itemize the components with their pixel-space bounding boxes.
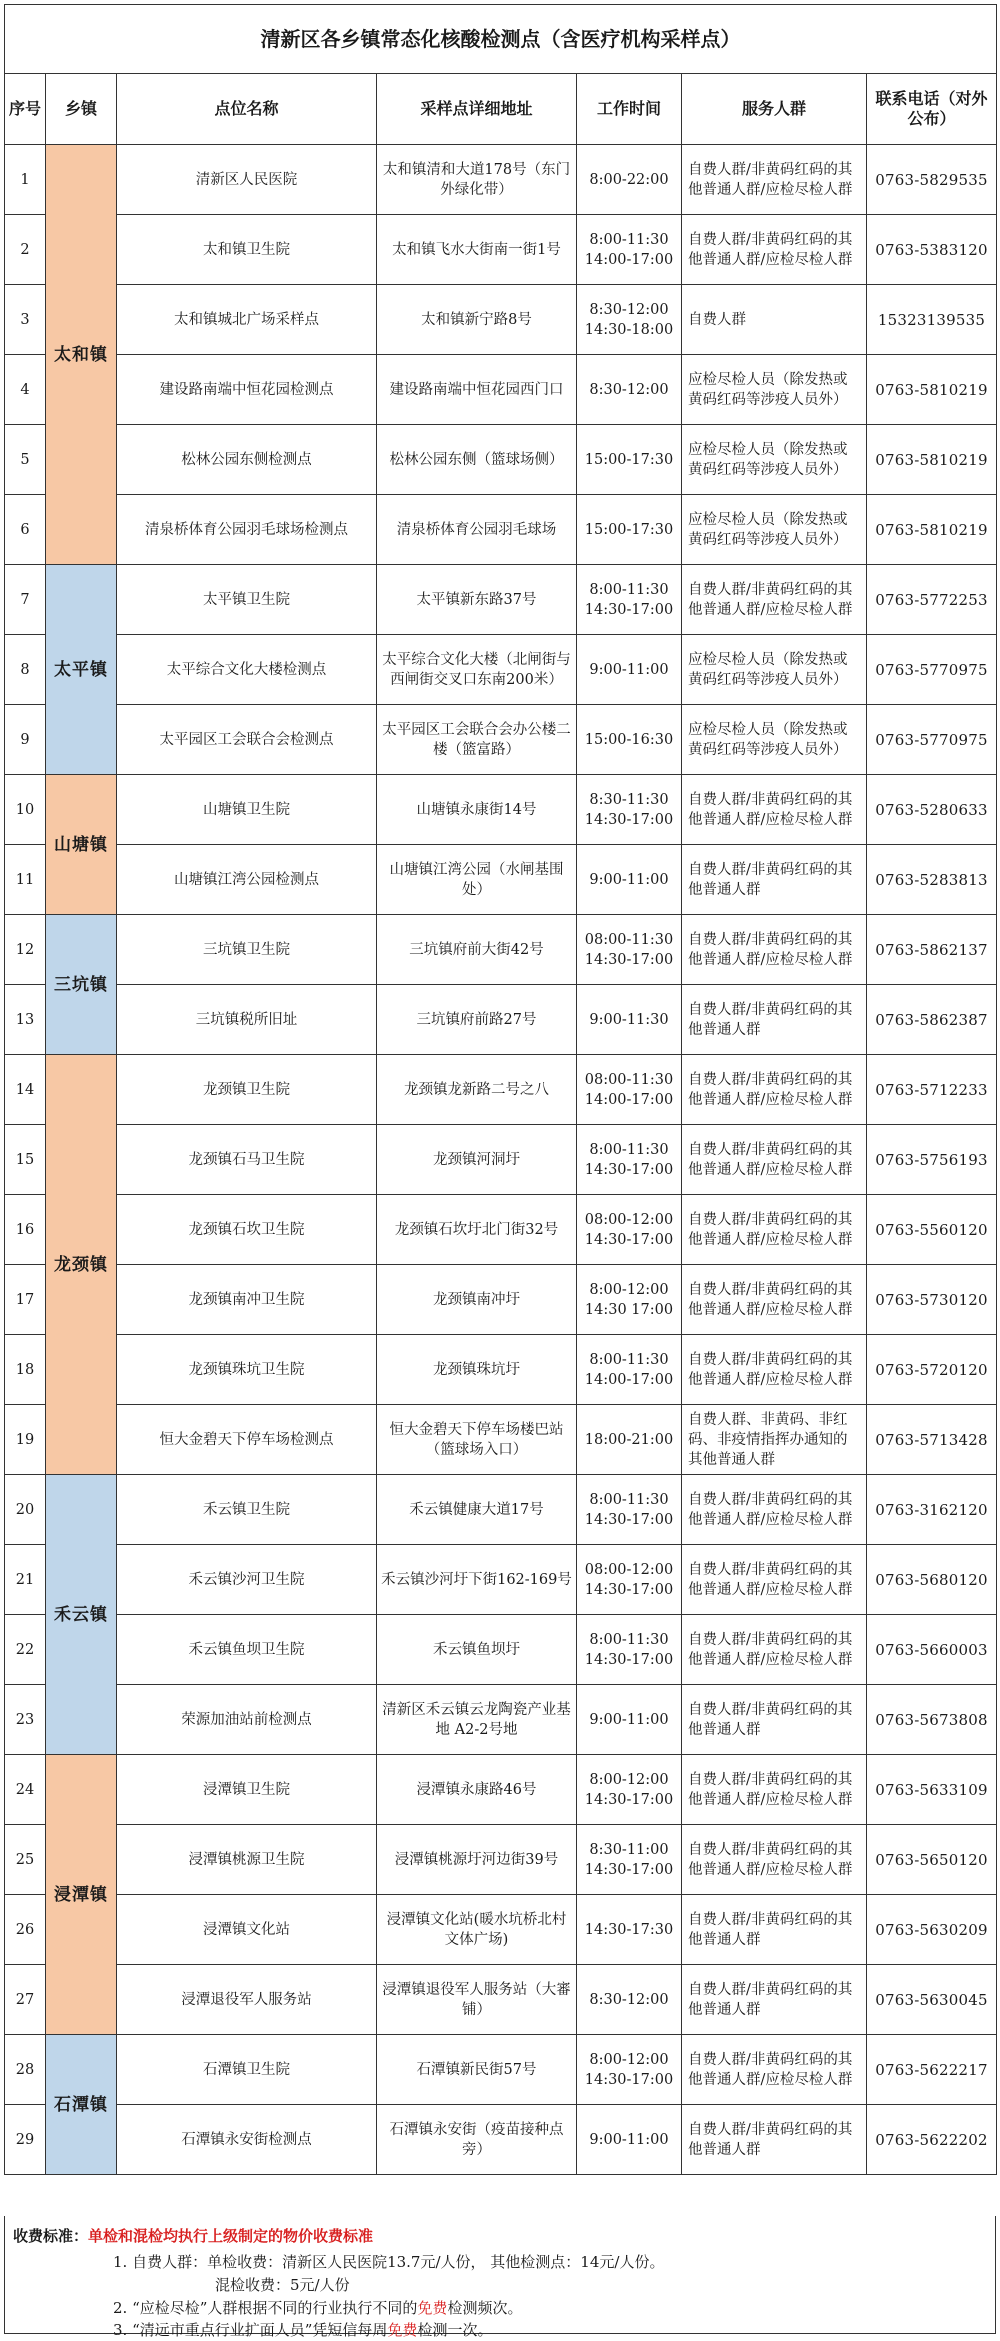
row-number: 2 <box>5 215 46 285</box>
site-name: 松林公园东侧检测点 <box>117 425 377 495</box>
site-crowd: 自费人群/非黄码红码的其他普通人群/应检尽检人群 <box>682 215 867 285</box>
row-number: 24 <box>5 1755 46 1825</box>
header-name: 点位名称 <box>117 74 377 145</box>
site-address: 浸潭镇桃源圩河边街39号 <box>377 1825 577 1895</box>
site-phone: 0763-5713428 <box>867 1405 997 1475</box>
row-number: 29 <box>5 2105 46 2175</box>
site-phone: 0763-5862387 <box>867 985 997 1055</box>
site-phone: 0763-5383120 <box>867 215 997 285</box>
site-phone: 0763-5630209 <box>867 1895 997 1965</box>
header-hours: 工作时间 <box>577 74 682 145</box>
site-name: 太平园区工会联合会检测点 <box>117 705 377 775</box>
site-phone: 0763-5720120 <box>867 1335 997 1405</box>
site-crowd: 自费人群/非黄码红码的其他普通人群/应检尽检人群 <box>682 915 867 985</box>
table-row <box>5 845 997 915</box>
site-address: 龙颈镇石坎圩北门街32号 <box>377 1195 577 1265</box>
site-hours: 8:00-12:00 14:30 17:00 <box>577 1265 682 1335</box>
fee-note-3-b: 检测一次。 <box>417 2321 493 2339</box>
site-name: 建设路南端中恒花园检测点 <box>117 355 377 425</box>
row-number: 7 <box>5 565 46 635</box>
site-hours: 8:30-11:30 14:30-17:00 <box>577 775 682 845</box>
site-phone: 0763-5633109 <box>867 1755 997 1825</box>
site-address: 龙颈镇龙新路二号之八 <box>377 1055 577 1125</box>
table-row <box>5 355 997 425</box>
row-number: 9 <box>5 705 46 775</box>
site-phone: 0763-5862137 <box>867 915 997 985</box>
site-phone: 0763-5680120 <box>867 1545 997 1615</box>
site-crowd: 自费人群/非黄码红码的其他普通人群 <box>682 845 867 915</box>
site-address: 太和镇新宁路8号 <box>377 285 577 355</box>
town-cell: 太平镇 <box>46 565 117 775</box>
site-phone: 0763-5770975 <box>867 705 997 775</box>
site-address: 三坑镇府前路27号 <box>377 985 577 1055</box>
site-name: 浸潭镇桃源卫生院 <box>117 1825 377 1895</box>
site-crowd: 自费人群、非黄码、非红码、非疫情指挥办通知的其他普通人群 <box>682 1405 867 1475</box>
site-name: 三坑镇税所旧址 <box>117 985 377 1055</box>
table-row <box>5 705 997 775</box>
site-name: 清新区人民医院 <box>117 145 377 215</box>
row-number: 4 <box>5 355 46 425</box>
table-row <box>5 1895 997 1965</box>
table-row <box>5 775 997 845</box>
row-number: 18 <box>5 1335 46 1405</box>
site-name: 禾云镇鱼坝卫生院 <box>117 1615 377 1685</box>
row-number: 11 <box>5 845 46 915</box>
table-row <box>5 495 997 565</box>
fee-note-2 <box>113 2298 522 2319</box>
site-hours: 18:00-21:00 <box>577 1405 682 1475</box>
fee-note-1b: 混检收费：5元/人份 <box>215 2276 350 2294</box>
site-crowd: 自费人群/非黄码红码的其他普通人群 <box>682 1895 867 1965</box>
row-number: 28 <box>5 2035 46 2105</box>
site-name: 石潭镇卫生院 <box>117 2035 377 2105</box>
site-crowd: 自费人群/非黄码红码的其他普通人群/应检尽检人群 <box>682 1475 867 1545</box>
table-row <box>5 1615 997 1685</box>
site-phone: 0763-5810219 <box>867 425 997 495</box>
site-address: 太平园区工会联合会办公楼二楼（篮富路） <box>377 705 577 775</box>
site-crowd: 自费人群/非黄码红码的其他普通人群/应检尽检人群 <box>682 1755 867 1825</box>
town-cell: 浸潭镇 <box>46 1755 117 2035</box>
site-crowd: 自费人群/非黄码红码的其他普通人群/应检尽检人群 <box>682 1195 867 1265</box>
header-town: 乡镇 <box>46 74 117 145</box>
table-row <box>5 425 997 495</box>
table-row <box>5 1965 997 2035</box>
table-row <box>5 915 997 985</box>
site-address: 松林公园东侧（篮球场侧） <box>377 425 577 495</box>
fee-headline: 单检和混检均执行上级制定的物价收费标准 <box>88 2227 374 2245</box>
site-address: 浸潭镇文化站(暖水坑桥北村文体广场) <box>377 1895 577 1965</box>
site-crowd: 自费人群/非黄码红码的其他普通人群/应检尽检人群 <box>682 1615 867 1685</box>
fee-note-3-a: 3. “清远市重点行业扩面人员”凭短信每周 <box>113 2321 388 2339</box>
header-no: 序号 <box>5 74 46 145</box>
fee-note-1: 1. 自费人群：单检收费：清新区人民医院13.7元/人份， 其他检测点：14元/人份。 <box>113 2253 665 2271</box>
row-number: 13 <box>5 985 46 1055</box>
site-name: 太平综合文化大楼检测点 <box>117 635 377 705</box>
site-hours: 8:30-12:00 <box>577 355 682 425</box>
site-hours: 15:00-17:30 <box>577 495 682 565</box>
row-number: 20 <box>5 1475 46 1545</box>
site-name: 山塘镇卫生院 <box>117 775 377 845</box>
site-phone: 0763-5772253 <box>867 565 997 635</box>
site-phone: 0763-5810219 <box>867 355 997 425</box>
row-number: 3 <box>5 285 46 355</box>
site-hours: 9:00-11:30 <box>577 985 682 1055</box>
table-row <box>5 985 997 1055</box>
site-address: 禾云镇鱼坝圩 <box>377 1615 577 1685</box>
site-phone: 0763-5829535 <box>867 145 997 215</box>
site-phone: 0763-5622217 <box>867 2035 997 2105</box>
site-name: 太平镇卫生院 <box>117 565 377 635</box>
site-hours: 08:00-12:00 14:30-17:00 <box>577 1195 682 1265</box>
row-number: 23 <box>5 1685 46 1755</box>
town-cell: 三坑镇 <box>46 915 117 1055</box>
site-hours: 8:30-11:00 14:30-17:00 <box>577 1825 682 1895</box>
row-number: 15 <box>5 1125 46 1195</box>
site-crowd: 应检尽检人员（除发热或黄码红码等涉疫人员外） <box>682 425 867 495</box>
site-crowd: 自费人群/非黄码红码的其他普通人群/应检尽检人群 <box>682 1125 867 1195</box>
site-hours: 8:00-11:30 14:30-17:00 <box>577 565 682 635</box>
site-hours: 08:00-12:00 14:30-17:00 <box>577 1545 682 1615</box>
site-address: 山塘镇永康街14号 <box>377 775 577 845</box>
table-row <box>5 1055 997 1125</box>
table-row <box>5 2035 997 2105</box>
site-phone: 15323139535 <box>867 285 997 355</box>
site-name: 浸潭镇文化站 <box>117 1895 377 1965</box>
site-address: 石潭镇永安街（疫苗接种点旁） <box>377 2105 577 2175</box>
site-name: 浸潭镇卫生院 <box>117 1755 377 1825</box>
site-crowd: 自费人群/非黄码红码的其他普通人群/应检尽检人群 <box>682 2035 867 2105</box>
row-number: 10 <box>5 775 46 845</box>
fee-note-2-b: 检测频次。 <box>447 2299 523 2317</box>
site-name: 龙颈镇石坎卫生院 <box>117 1195 377 1265</box>
table-row <box>5 565 997 635</box>
site-crowd: 自费人群/非黄码红码的其他普通人群/应检尽检人群 <box>682 775 867 845</box>
header-phone: 联系电话（对外公布） <box>867 74 997 145</box>
row-number: 8 <box>5 635 46 705</box>
site-name: 禾云镇卫生院 <box>117 1475 377 1545</box>
row-number: 25 <box>5 1825 46 1895</box>
site-address: 龙颈镇河洞圩 <box>377 1125 577 1195</box>
site-address: 禾云镇健康大道17号 <box>377 1475 577 1545</box>
fee-notes <box>4 2216 996 2339</box>
site-crowd: 自费人群/非黄码红码的其他普通人群/应检尽检人群 <box>682 1265 867 1335</box>
site-hours: 8:30-12:00 14:30-18:00 <box>577 285 682 355</box>
site-hours: 8:00-11:30 14:30-17:00 <box>577 1615 682 1685</box>
site-hours: 8:00-11:30 14:00-17:00 <box>577 1335 682 1405</box>
site-phone: 0763-5560120 <box>867 1195 997 1265</box>
site-name: 恒大金碧天下停车场检测点 <box>117 1405 377 1475</box>
row-number: 14 <box>5 1055 46 1125</box>
site-name: 太和镇卫生院 <box>117 215 377 285</box>
fee-note-2-a: 2. “应检尽检”人群根据不同的行业执行不同的 <box>113 2299 418 2317</box>
site-address: 三坑镇府前大街42号 <box>377 915 577 985</box>
site-hours: 15:00-17:30 <box>577 425 682 495</box>
table-row <box>5 1545 997 1615</box>
table-row <box>5 2105 997 2175</box>
site-phone: 0763-3162120 <box>867 1475 997 1545</box>
site-crowd: 自费人群/非黄码红码的其他普通人群 <box>682 1965 867 2035</box>
site-crowd: 自费人群/非黄码红码的其他普通人群/应检尽检人群 <box>682 1055 867 1125</box>
site-hours: 9:00-11:00 <box>577 2105 682 2175</box>
fee-note-3-free: 免费 <box>387 2321 418 2339</box>
row-number: 16 <box>5 1195 46 1265</box>
site-crowd: 应检尽检人员（除发热或黄码红码等涉疫人员外） <box>682 495 867 565</box>
site-crowd: 应检尽检人员（除发热或黄码红码等涉疫人员外） <box>682 355 867 425</box>
site-address: 龙颈镇珠坑圩 <box>377 1335 577 1405</box>
site-address: 恒大金碧天下停车场楼巴站（篮球场入口） <box>377 1405 577 1475</box>
site-phone: 0763-5712233 <box>867 1055 997 1125</box>
site-phone: 0763-5770975 <box>867 635 997 705</box>
row-number: 27 <box>5 1965 46 2035</box>
site-name: 禾云镇沙河卫生院 <box>117 1545 377 1615</box>
site-crowd: 自费人群/非黄码红码的其他普通人群/应检尽检人群 <box>682 145 867 215</box>
site-phone: 0763-5630045 <box>867 1965 997 2035</box>
site-address: 禾云镇沙河圩下街162-169号 <box>377 1545 577 1615</box>
site-address: 太平综合文化大楼（北闸街与西闸街交叉口东南200米） <box>377 635 577 705</box>
site-crowd: 应检尽检人员（除发热或黄码红码等涉疫人员外） <box>682 635 867 705</box>
site-address: 龙颈镇南冲圩 <box>377 1265 577 1335</box>
site-phone: 0763-5622202 <box>867 2105 997 2175</box>
site-hours: 15:00-16:30 <box>577 705 682 775</box>
site-address: 清泉桥体育公园羽毛球场 <box>377 495 577 565</box>
table-row <box>5 1265 997 1335</box>
site-address: 太平镇新东路37号 <box>377 565 577 635</box>
table-row <box>5 1405 997 1475</box>
fee-heading <box>13 2226 373 2247</box>
table-row <box>5 145 997 215</box>
site-hours: 8:00-22:00 <box>577 145 682 215</box>
site-phone: 0763-5673808 <box>867 1685 997 1755</box>
site-hours: 8:00-11:30 14:00-17:00 <box>577 215 682 285</box>
site-address: 浸潭镇退役军人服务站（大審铺） <box>377 1965 577 2035</box>
table-row <box>5 1475 997 1545</box>
town-cell: 山塘镇 <box>46 775 117 915</box>
row-number: 19 <box>5 1405 46 1475</box>
town-cell: 龙颈镇 <box>46 1055 117 1475</box>
testing-sites-table <box>4 4 997 2175</box>
site-crowd: 自费人群/非黄码红码的其他普通人群/应检尽检人群 <box>682 1335 867 1405</box>
table-row <box>5 1195 997 1265</box>
fee-label: 收费标准： <box>13 2227 89 2245</box>
site-address: 清新区禾云镇云龙陶瓷产业基地 A2-2号地 <box>377 1685 577 1755</box>
site-crowd: 自费人群/非黄码红码的其他普通人群 <box>682 2105 867 2175</box>
row-number: 12 <box>5 915 46 985</box>
site-hours: 8:00-11:30 14:30-17:00 <box>577 1125 682 1195</box>
row-number: 1 <box>5 145 46 215</box>
site-address: 建设路南端中恒花园西门口 <box>377 355 577 425</box>
site-name: 清泉桥体育公园羽毛球场检测点 <box>117 495 377 565</box>
site-phone: 0763-5280633 <box>867 775 997 845</box>
town-cell: 太和镇 <box>46 145 117 565</box>
table-row <box>5 1685 997 1755</box>
site-name: 三坑镇卫生院 <box>117 915 377 985</box>
site-crowd: 应检尽检人员（除发热或黄码红码等涉疫人员外） <box>682 705 867 775</box>
site-crowd: 自费人群 <box>682 285 867 355</box>
row-number: 21 <box>5 1545 46 1615</box>
site-name: 浸潭退役军人服务站 <box>117 1965 377 2035</box>
site-name: 山塘镇江湾公园检测点 <box>117 845 377 915</box>
row-number: 6 <box>5 495 46 565</box>
table-row <box>5 1335 997 1405</box>
site-crowd: 自费人群/非黄码红码的其他普通人群 <box>682 985 867 1055</box>
header-crowd: 服务人群 <box>682 74 867 145</box>
site-phone: 0763-5650120 <box>867 1825 997 1895</box>
site-phone: 0763-5810219 <box>867 495 997 565</box>
site-hours: 8:30-12:00 <box>577 1965 682 2035</box>
site-crowd: 自费人群/非黄码红码的其他普通人群/应检尽检人群 <box>682 1545 867 1615</box>
table-row <box>5 285 997 355</box>
site-name: 龙颈镇南冲卫生院 <box>117 1265 377 1335</box>
table-row <box>5 1125 997 1195</box>
site-phone: 0763-5730120 <box>867 1265 997 1335</box>
site-hours: 8:00-12:00 14:30-17:00 <box>577 1755 682 1825</box>
table-row <box>5 215 997 285</box>
site-name: 龙颈镇珠坑卫生院 <box>117 1335 377 1405</box>
site-hours: 9:00-11:00 <box>577 845 682 915</box>
site-hours: 14:30-17:30 <box>577 1895 682 1965</box>
site-crowd: 自费人群/非黄码红码的其他普通人群/应检尽检人群 <box>682 565 867 635</box>
site-name: 太和镇城北广场采样点 <box>117 285 377 355</box>
site-name: 龙颈镇卫生院 <box>117 1055 377 1125</box>
site-address: 浸潭镇永康路46号 <box>377 1755 577 1825</box>
table-row <box>5 635 997 705</box>
site-name: 荣源加油站前检测点 <box>117 1685 377 1755</box>
header-row <box>5 74 997 145</box>
site-name: 石潭镇永安街检测点 <box>117 2105 377 2175</box>
site-hours: 08:00-11:30 14:30-17:00 <box>577 915 682 985</box>
town-cell: 禾云镇 <box>46 1475 117 1755</box>
site-address: 太和镇清和大道178号（东门外绿化带） <box>377 145 577 215</box>
row-number: 17 <box>5 1265 46 1335</box>
site-crowd: 自费人群/非黄码红码的其他普通人群/应检尽检人群 <box>682 1825 867 1895</box>
site-crowd: 自费人群/非黄码红码的其他普通人群 <box>682 1685 867 1755</box>
table-row <box>5 1755 997 1825</box>
site-hours: 9:00-11:00 <box>577 635 682 705</box>
header-address: 采样点详细地址 <box>377 74 577 145</box>
site-hours: 08:00-11:30 14:00-17:00 <box>577 1055 682 1125</box>
site-address: 山塘镇江湾公园（水闸基围处） <box>377 845 577 915</box>
site-address: 太和镇飞水大街南一街1号 <box>377 215 577 285</box>
town-cell: 石潭镇 <box>46 2035 117 2175</box>
site-phone: 0763-5756193 <box>867 1125 997 1195</box>
site-name: 龙颈镇石马卫生院 <box>117 1125 377 1195</box>
fee-note-2-free: 免费 <box>417 2299 448 2317</box>
table-row <box>5 1825 997 1895</box>
site-phone: 0763-5283813 <box>867 845 997 915</box>
row-number: 22 <box>5 1615 46 1685</box>
site-address: 石潭镇新民街57号 <box>377 2035 577 2105</box>
row-number: 26 <box>5 1895 46 1965</box>
page-title: 清新区各乡镇常态化核酸检测点（含医疗机构采样点） <box>4 4 997 73</box>
site-hours: 8:00-12:00 14:30-17:00 <box>577 2035 682 2105</box>
site-hours: 9:00-11:00 <box>577 1685 682 1755</box>
site-phone: 0763-5660003 <box>867 1615 997 1685</box>
row-number: 5 <box>5 425 46 495</box>
site-hours: 8:00-11:30 14:30-17:00 <box>577 1475 682 1545</box>
